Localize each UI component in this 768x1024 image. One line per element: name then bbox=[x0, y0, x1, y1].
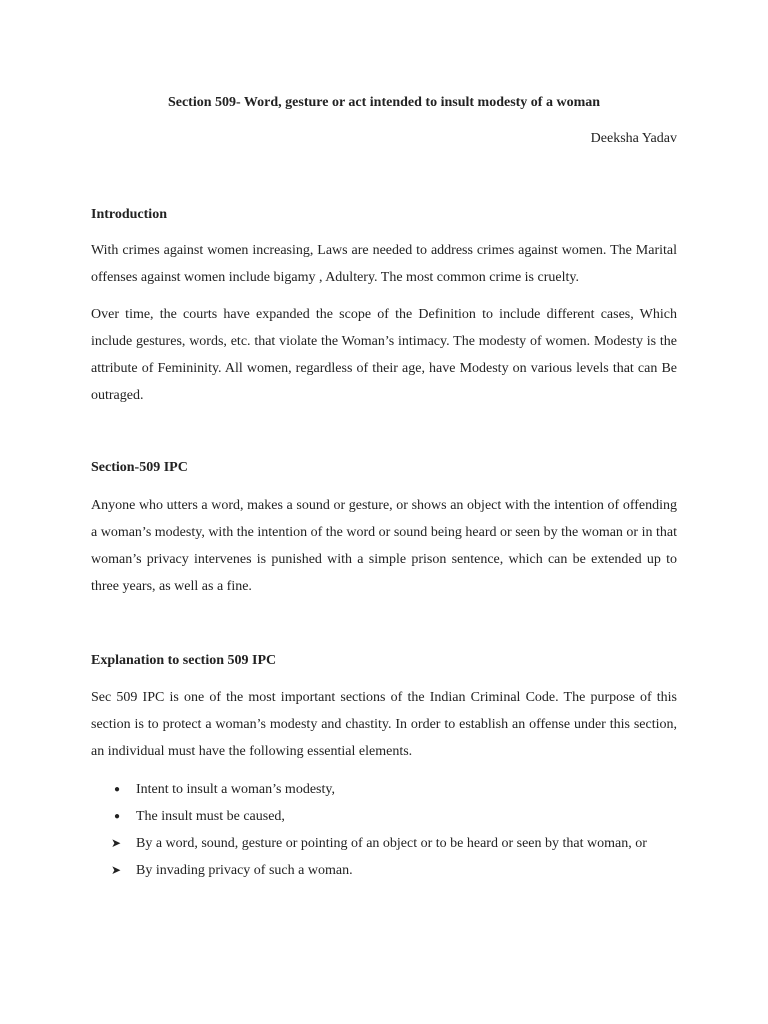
list-item-text: Intent to insult a woman’s modesty, bbox=[136, 782, 335, 797]
list-item bbox=[91, 776, 677, 803]
heading-section-509: Section-509 IPC bbox=[91, 460, 188, 475]
list-item bbox=[91, 857, 677, 884]
heading-introduction: Introduction bbox=[91, 207, 167, 222]
essential-elements-list bbox=[91, 776, 677, 884]
section-509-paragraph: Anyone who utters a word, makes a sound or gesture, or shows an object with the intention of offending a woman’s modesty, with the intention of the word or sound being heard or seen by the woman or in that woman’s privacy intervenes is punished with a simple prison sentence, which can be extended up to three years, as well as a fine. bbox=[91, 498, 677, 594]
list-item-text: By invading privacy of such a woman. bbox=[136, 863, 353, 878]
bullet-icon: ● bbox=[113, 784, 121, 795]
intro-paragraph-1: With crimes against women increasing, Laws are needed to address crimes against women. The Marital offenses against women include bigamy , Adultery. The most common crime is cruelty. bbox=[91, 243, 677, 285]
explanation-paragraph: Sec 509 IPC is one of the most important sections of the Indian Criminal Code. The purpose of this section is to protect a woman’s modesty and chastity. In order to establish an offense under this section, an individual must have the following essential elements. bbox=[91, 690, 677, 759]
arrow-bullet-icon: ➤ bbox=[110, 863, 122, 877]
document-title: Section 509- Word, gesture or act intended to insult modesty of a woman bbox=[167, 95, 601, 110]
list-item bbox=[91, 803, 677, 830]
list-item-text: The insult must be caused, bbox=[136, 809, 285, 824]
intro-paragraph-2: Over time, the courts have expanded the scope of the Definition to include different cases, Which include gestures, words, etc. that violate the Woman’s intimacy. The modesty of women. Modesty is the attribute of Femininity. All women, regardless of their age, have Modesty on various levels that can Be outraged. bbox=[91, 307, 677, 403]
document-author: Deeksha Yadav bbox=[590, 131, 677, 146]
list-item-text: By a word, sound, gesture or pointing of an object or to be heard or seen by that woman, or bbox=[136, 836, 647, 851]
bullet-icon: ● bbox=[113, 811, 121, 822]
list-item bbox=[91, 830, 677, 857]
heading-explanation: Explanation to section 509 IPC bbox=[91, 653, 277, 668]
arrow-bullet-icon: ➤ bbox=[110, 836, 122, 850]
